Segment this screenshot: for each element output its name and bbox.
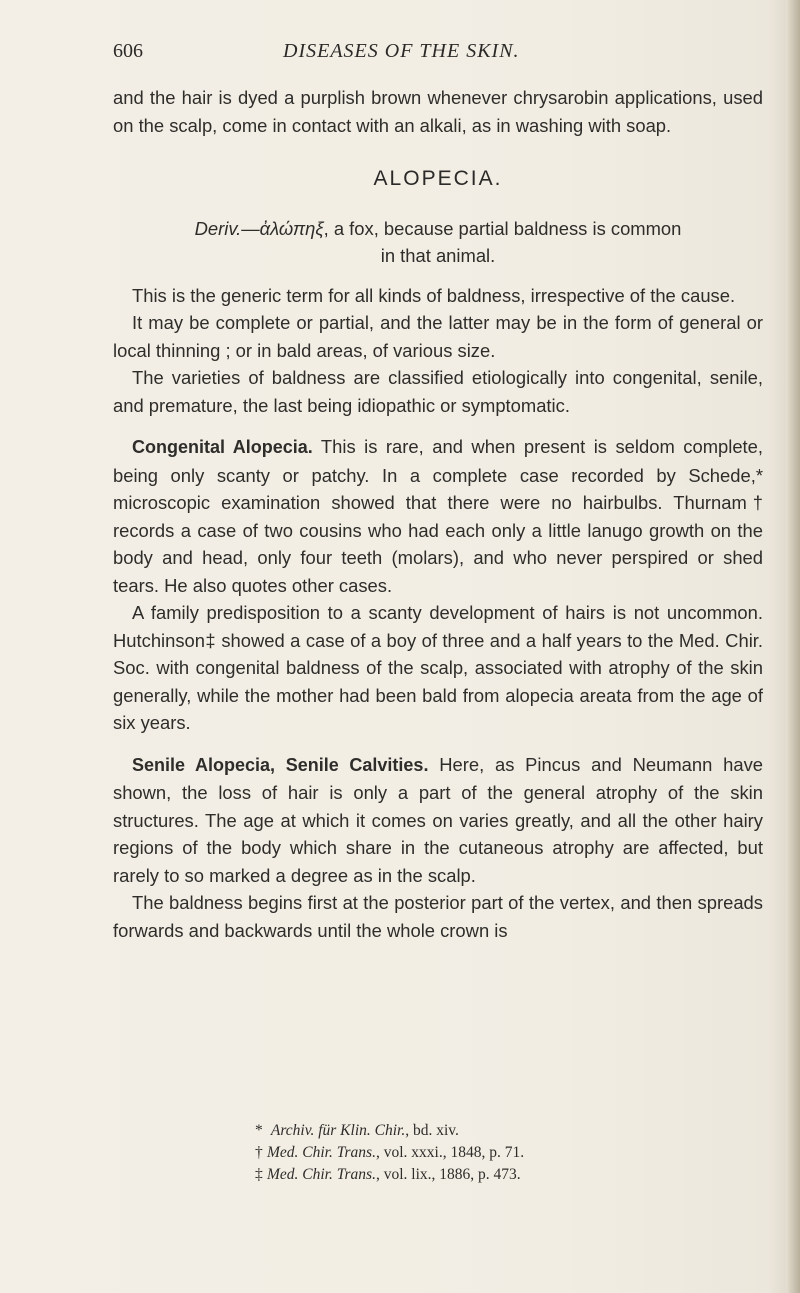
footnote-source: Med. Chir. Trans.: [267, 1166, 376, 1183]
page-number: 606: [113, 40, 143, 62]
footnote-3: [255, 1164, 775, 1186]
paragraph-senile: [113, 751, 763, 890]
derivation-greek: ἀλώπηξ: [259, 217, 324, 239]
paragraph-congenital: [113, 433, 763, 599]
section-heading: ALOPECIA.: [373, 167, 503, 190]
derivation-dash: —: [241, 217, 260, 239]
footnote-1: [255, 1120, 775, 1142]
senile-text: Here, as Pincus and Neumann have shown, the loss of hair is only a part of the general atrophy of the skin structures. The age at which it comes on varies greatly, and all the other hairy regions of the body which share in the cutaneous atrophy are affected, but rarely to so marked a degree as in the scalp.: [113, 753, 763, 886]
footnote-2: [255, 1142, 775, 1164]
footnote-mark: ‡: [255, 1166, 263, 1183]
derivation-label: Deriv.: [194, 217, 242, 239]
subheading-senile: Senile Alopecia, Senile Calvities.: [132, 754, 429, 775]
footnote-detail: , bd. xiv.: [405, 1122, 459, 1139]
paragraph-varieties: The varieties of baldness are classified etiologically into congenital, senile, and premature, the last being idiopathic or symptomatic.: [113, 367, 763, 416]
paragraph-complete-partial: It may be complete or partial, and the latter may be in the form of general or local thinning ; or in bald areas, of various size.: [113, 312, 763, 361]
footnote-detail: , vol. lix., 1886, p. 473.: [375, 1166, 521, 1183]
derivation: [113, 215, 763, 243]
paragraph-continuation: and the hair is dyed a purplish brown whenever chrysarobin applications, used on the scalp, come in contact with an alkali, as in washing with soap.: [113, 87, 763, 136]
footnote-source: Archiv. für Klin. Chir.: [270, 1122, 406, 1139]
footnotes: [255, 1120, 775, 1186]
body-text: [113, 84, 763, 944]
footnote-mark: *: [255, 1122, 263, 1139]
footnote-detail: , vol. xxxi., 1848, p. 71.: [375, 1144, 525, 1161]
footnote-mark: †: [255, 1144, 263, 1161]
footnote-source: Med. Chir. Trans.: [267, 1144, 376, 1161]
paragraph-generic-term: This is the generic term for all kinds of baldness, irrespective of the cause.: [132, 284, 736, 306]
derivation-text: , a fox, because partial baldness is common: [323, 217, 682, 239]
derivation-continued: in that animal.: [380, 245, 496, 266]
running-title: DISEASES OF THE SKIN.: [283, 40, 520, 62]
subheading-congenital: Congenital Alopecia.: [132, 437, 313, 457]
paragraph-family: A family predisposition to a scanty development of hairs is not uncommon. Hutchinson‡ showed a case of a boy of three and a half years to the Med. Chir. Soc. with congenital baldness of the scalp, associated with atrophy of the skin generally, while the mother had been bald from alopecia areata from the age of six years.: [113, 602, 763, 733]
congenital-text: This is rare, and when present is seldom complete, being only scanty or patchy. In a complete case recorded by Schede,* microscopic examination showed that there were no hairbulbs. Thurnam† records a case of two cousins who had each only a little lanugo growth on the body and head, only four teeth (molars), and who never perspired or shed tears. He also quotes other cases.: [113, 436, 764, 596]
running-head: [113, 40, 763, 70]
page-edge-shadow: [786, 0, 800, 1293]
paragraph-baldness-begins: The baldness begins first at the posterior part of the vertex, and then spreads forwards and backwards until the whole crown is: [113, 892, 763, 941]
